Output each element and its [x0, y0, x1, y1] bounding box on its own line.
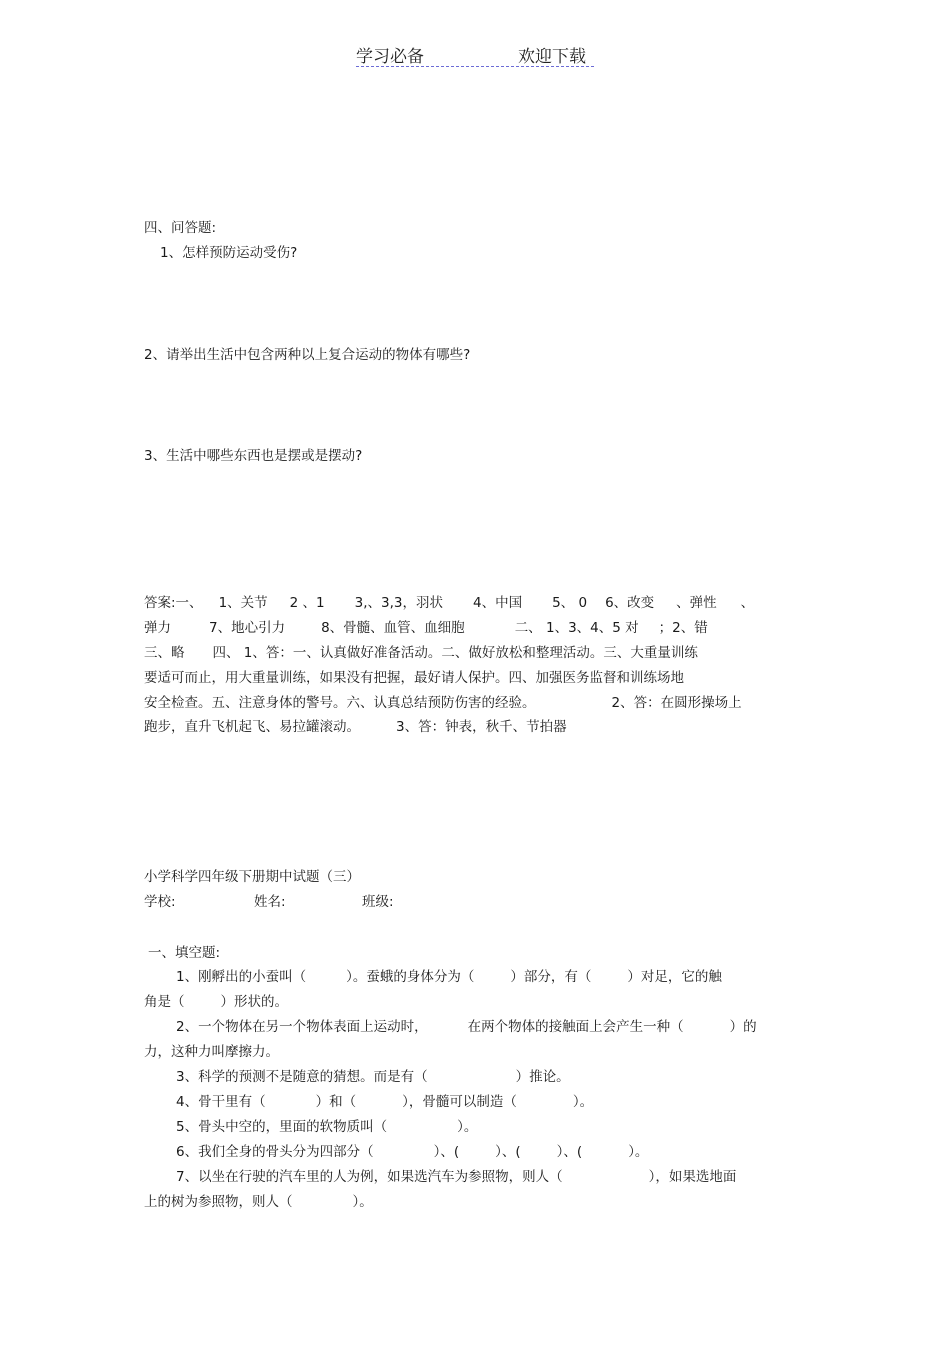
- school-label: 学校:: [144, 894, 176, 910]
- section-1-title: 一、填空题:: [148, 945, 221, 961]
- question-text: ）、(: [433, 1144, 460, 1160]
- fill-question-1-line-1: [176, 968, 722, 986]
- question-text: ）推论。: [515, 1069, 570, 1085]
- answer-item: 三、略: [144, 645, 185, 661]
- fill-question-2-line-1: [176, 1018, 757, 1036]
- answer-item: ；2、错: [658, 620, 708, 636]
- question-text: ），如果选地面: [648, 1169, 737, 1185]
- question-text: 3、科学的预测不是随意的猜想。而是有（: [176, 1069, 428, 1085]
- answer-item: 二、 1、3、4、5 对: [514, 620, 639, 636]
- question-text: ）。: [352, 1194, 373, 1210]
- answer-line-4: 要适可而止，用大重量训练，如果没有把握，最好请人保护。四、加强医务监督和训练场地: [144, 670, 684, 686]
- header-left-text: 学习必备: [356, 47, 424, 67]
- class-label: 班级:: [362, 894, 394, 910]
- question-text: ）。蚕蛾的身体分为（: [346, 969, 475, 985]
- page-header: [356, 40, 594, 67]
- question-text: 上的树为参照物，则人（: [144, 1194, 293, 1210]
- answer-item: 4、中国: [473, 595, 523, 611]
- answer-line-6: [144, 718, 567, 736]
- question-text: ）。: [572, 1094, 594, 1110]
- question-text: ），骨髓可以制造（: [402, 1094, 517, 1110]
- question-4-1: 1、怎样预防运动受伤?: [160, 245, 298, 261]
- question-text: ）、(: [556, 1144, 583, 1160]
- question-4-3: 3、生活中哪些东西也是摆或是摆动?: [144, 448, 363, 464]
- question-text: 5、骨头中空的，里面的软物质叫（: [176, 1119, 388, 1135]
- answer-line-5: [144, 694, 742, 712]
- answer-item: 四、 1、答：一、认真做好准备活动。二、做好放松和整理活动。三、大重量训练: [212, 645, 698, 661]
- question-text: ）、(: [495, 1144, 521, 1160]
- question-text: ）形状的。: [220, 994, 288, 1010]
- fill-question-2-line-2: 力，这种力叫摩擦力。: [144, 1044, 279, 1060]
- question-4-2: 2、请举出生活中包含两种以上复合运动的物体有哪些?: [144, 347, 471, 363]
- question-text: ）和（: [315, 1094, 357, 1110]
- fill-question-4: [176, 1093, 593, 1111]
- fill-question-7-line-2: [144, 1193, 373, 1211]
- question-text: 在两个物体的接触面上会产生一种（: [467, 1019, 684, 1035]
- answer-item: 弹力: [144, 620, 171, 636]
- fill-question-1-line-2: [144, 993, 288, 1011]
- answer-item: 2 、1: [289, 595, 325, 611]
- fill-question-3: [176, 1068, 570, 1086]
- fill-question-6: [176, 1143, 648, 1161]
- answer-item: 2、答：在圆形操场上: [611, 695, 742, 711]
- question-text: 4、骨干里有（: [176, 1094, 266, 1110]
- answer-item: 8、骨髓、血管、血细胞: [321, 620, 465, 636]
- question-text: 角是（: [144, 994, 185, 1010]
- answer-line-1: [144, 594, 754, 612]
- question-text: ）对足，它的触: [627, 969, 722, 985]
- name-label: 姓名:: [254, 894, 286, 910]
- answer-item: 5、 0: [552, 595, 588, 611]
- answer-item: 、: [740, 595, 755, 611]
- answer-item: 、弹性: [676, 595, 717, 611]
- answer-item: 1、关节: [218, 595, 268, 611]
- answer-line-2: [144, 619, 708, 637]
- question-text: ）。: [628, 1144, 649, 1160]
- answer-item: 答案:一、: [144, 595, 203, 611]
- answer-item: 6、改变: [605, 595, 655, 611]
- question-text: ）。: [457, 1119, 478, 1135]
- answer-line-3: [144, 644, 698, 662]
- fill-question-5: [176, 1118, 477, 1136]
- question-text: ）部分，有（: [510, 969, 592, 985]
- question-text: 7、以坐在行驶的汽车里的人为例，如果选汽车为参照物，则人（: [176, 1169, 563, 1185]
- fill-question-7-line-1: [176, 1168, 736, 1186]
- answer-item: 7、地心引力: [209, 620, 286, 636]
- exam-title: 小学科学四年级下册期中试题（三）: [144, 869, 360, 885]
- header-right-text: 欢迎下载: [518, 47, 586, 67]
- answer-item: 3、答：钟表，秋千、节拍器: [396, 719, 567, 735]
- answer-item: 跑步，直升飞机起飞、易拉罐滚动。: [144, 719, 360, 735]
- question-text: ）的: [729, 1019, 757, 1035]
- question-text: 1、刚孵出的小蚕叫（: [176, 969, 307, 985]
- answer-item: 安全检查。五、注意身体的警号。六、认真总结预防伤害的经验。: [144, 695, 536, 711]
- question-text: 6、我们全身的骨头分为四部分（: [176, 1144, 374, 1160]
- answer-item: 3,、3,3，羽状: [354, 595, 443, 611]
- question-text: 2、一个物体在另一个物体表面上运动时，: [176, 1019, 428, 1035]
- section-4-title: 四、问答题:: [144, 220, 217, 236]
